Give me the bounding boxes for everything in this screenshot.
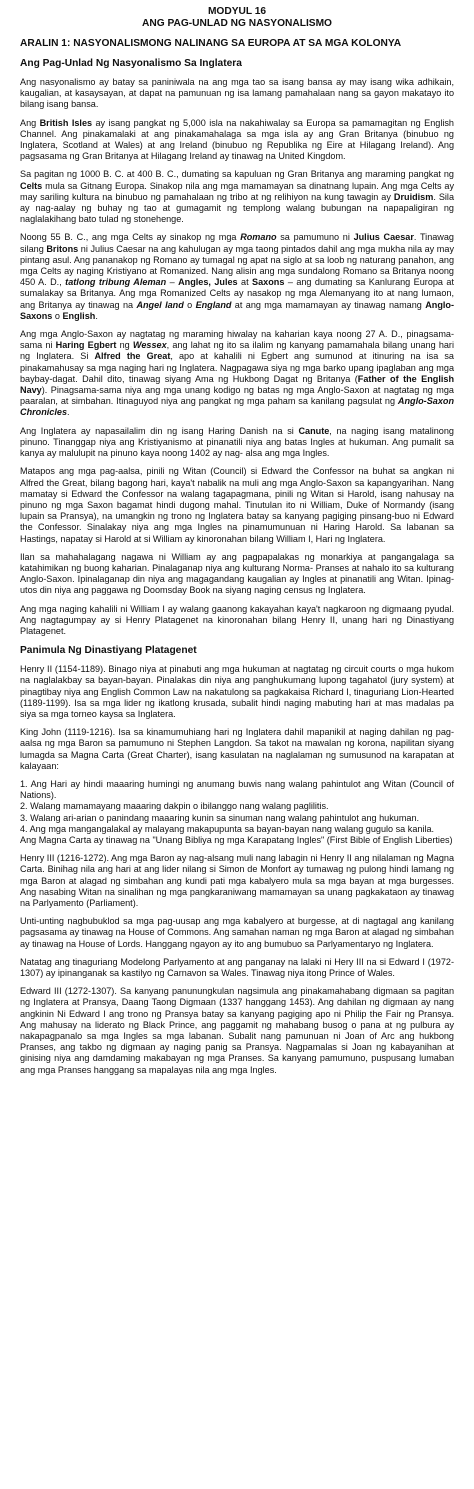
text-run: Ang mga Anglo-Saxon ay nagtatag ng maraming hiwalay na kaharian kaya noong 27 A. D., pinagsama-sama ni bbox=[20, 329, 454, 351]
bold-italic-term: Romano bbox=[240, 232, 277, 243]
paragraph-king-john: King John (1119-1216). Isa sa kinamumuhiang hari ng Inglatera dahil mapanikil at naging dahilan ng pag-aalsa ng mga Baron sa pamumuno ni Stephen Langdon. Sa takot na mawalan ng korona, napilitan siyang lumagda sa Magna Carta (Great Charter), isang kasulatan na naglalaman ng sumusunod na karapatan at kalayaan: bbox=[20, 727, 454, 771]
paragraph-edward-iii: Edward III (1272-1307). Sa kanyang panunungkulan nagsimula ang pinakamahabang digmaan sa pagitan ng Inglatera at Pransya, Daang Taong Digmaan (1337 hanggang 1453). Ang dahilan ng digmaan ay nang angkinin Ni Edward I ang trono ng Pransya batay sa kanyang pagiging apo ni Philip the Fair ng Pransya. Ang mahusay na liderato ng Black Prince, ang paggamit ng mahabang busog o pana at ng pulbura ay nakapagpanalo sa mga Ingles sa mga labanan. Subalit nang pamunuan ni Joan of Arc ang hukbong Pranses, ang takbo ng digmaan ay naging panig sa Pransya. Nagpamalas si Joan ng kabayanihan at ginising niya ang damdaming makabayan ng mga Pranses. Sa kanyang pamumuno, puspusang lumaban ang mga Pranses hanggang sa mapalayas nila ang mga Ingles. bbox=[20, 986, 454, 1075]
module-title: ANG PAG-UNLAD NG NASYONALISMO bbox=[142, 18, 332, 29]
bold-italic-term: tatlong tribung Aleman bbox=[65, 277, 167, 288]
bold-italic-term: Wessex bbox=[132, 340, 167, 351]
text-run: – bbox=[166, 277, 179, 288]
list-item: 4. Ang mga mangangalakal ay malayang makapupunta sa bayan-bayan nang walang gugulo sa kanila. bbox=[20, 823, 435, 834]
bold-term: Haring Egbert bbox=[55, 340, 117, 351]
paragraph-william: Ilan sa mahahalagang nagawa ni William ay ang pagpapalakas ng monarkiya at pangangalaga sa katahimikan ng buong kaharian. Pinalaganap niya ang kulturang Norma- Pranses at nahalo ito sa kulturang Anglo-Saxon. Ipinalaganap din niya ang magagandang kaugalian ay Ingles at pinanatili ang Witan. Ipinag-utos din niya ang paggawa ng Doomsday Book na siyang naging census ng Inglatera. bbox=[20, 551, 454, 596]
paragraph-prince-of-wales: Natatag ang tinaguriang Modelong Parlyamento at ang panganay na lalaki ni Hery III na si Edward I (1972-1307) ay ipinanganak sa kastilyo ng Carnavon sa Wales. Tinawag niya itong Prince of Wales. bbox=[20, 956, 454, 979]
text-run: , na naging isang matalinong pinuno. Tinanggap niya ang Kristiyanismo at pinanatili niya ang batas Ingles at hukuman. Ang pumalit sa kanya ay malulupit na pinuno kaya noong 1402 ay nag- alsa ang mga Ingles. bbox=[20, 425, 454, 459]
text-run: – ang dumating sa Kanlurang Europa at sumalakay sa Britanya. Ang mga Romanized Celts ay nasakop ng mga Alemanyang ito at nang lumaon, ang Britanya ay tinawag na bbox=[20, 277, 454, 310]
paragraph-canute bbox=[20, 426, 454, 460]
text-run: Ang Inglatera ay napasailalim din ng isang Haring Danish na si bbox=[20, 425, 299, 436]
text-run: Ang bbox=[20, 117, 40, 128]
text-run: sa pamumuno ni bbox=[276, 232, 354, 243]
text-run: ). Pinagsama-sama niya ang mga unang kodigo ng batas ng mga Anglo-Saxon at nagtatag ng mga paaralan, at simbahan. Itinaguyod niya ang pangkat ng mga paham sa kanilang pagsulat ng bbox=[20, 385, 454, 407]
paragraph-kahalili: Ang mga naging kahalili ni William I ay walang gaanong kakayahan kaya't nagkaroon ng digmaang pyudal. Ang nagtagumpay ay si Henry Platagenet na kinoronahan bilang Henry II, unang hari ng Dinastiyang Platagenet. bbox=[20, 603, 454, 636]
text-run: , ang lahat ng ito sa ilalim ng kanyang pamamahala bilang unang hari ng Inglatera. Si bbox=[20, 340, 454, 362]
text-run: ni Julius Caesar na ang kahulugan ay mga taong pintados dahil ang mga mukha nila ay may pintang asul. Ang pananakop ng Romano ay tumagal ng apat na siglo at sa loob ng naturang panahon, ang mga Celts ay naging Kristiyano at Romanized. Nang alisin ang mga sundalong Romano sa Britanya noong 450 A. D., bbox=[20, 243, 454, 288]
bold-term: Saxons bbox=[252, 277, 285, 288]
text-run: at bbox=[237, 277, 253, 288]
paragraph-house-of-commons: Unti-unting nagbubuklod sa mga pag-uusap ang mga kabalyero at burgesse, at di nagtagal ang kanilang pagsasama ay tinawag na House of Commons. Ang samahan naman ng mga Baron at alagad ng simbahan ay tinawag na House of Lords. Hanggang ngayon ay ito ang bumubuo sa Parlyamentaryo ng Inglatera. bbox=[20, 916, 454, 949]
paragraph-nasyonalismo: Ang nasyonalismo ay batay sa paniniwala na ang mga tao sa isang bansa ay may isang wika adhikain, kaugalian, at kasaysayan, at dapat na pamunuan ng isa lamang pamahalaan nang sa gayon makatayo ito bilang isang bansa. bbox=[20, 77, 454, 110]
bold-term: Angles, Jules bbox=[178, 277, 238, 288]
bold-term: Celts bbox=[20, 180, 43, 191]
text-run: Noong 55 B. C., ang mga Celts ay sinakop ng mga bbox=[20, 232, 241, 243]
paragraph-anglo-saxon bbox=[20, 329, 454, 419]
paragraph-henry-ii: Henry II (1154-1189). Binago niya at pinabuti ang mga hukuman at nagtatag ng circuit courts o mga hukom na naglalakbay sa bayan-bayan. Pinalakas din niya ang panghukumang lupong tagahatol (jury system) at pinagtibay niya ang English Common Law na nakatulong sa pagkakaisa Richard I, tinaguriang Lion-Hearted (1189-1199). Isa sa mga lider ng ikatlong krusada, subalit hindi naging mabuting hari at mas madalas pa siya sa mga torneo kaysa sa Inglatera. bbox=[20, 664, 454, 719]
paragraph-witan: Matapos ang mga pag-aalsa, pinili ng Witan (Council) si Edward the Confessor na buhat sa angkan ni Alfred the Great, bilang bagong hari, kaya't nabalik na muli ang mga Anglo-Saxon sa kapangyarihan. Nang mamatay si Edward the Confessor na walang tagapagmana, pinili ng Witan si Harold, isang nahusay na pinuno ng mga Saxon bagamat hindi dugong mahal. Tinutulan ito ni William, Duke of Normandy (isang lupain sa Pransya), na umangkin ng trono ng Inglatera batay sa kanyang pagiging pinsang-buo ni Edward the Confessor. Sinalakay niya ang mga Ingles na pinamumunuan ni Haring Harold. Sa labanan sa Hastings, napatay si Harold at si William ay kinoronahan bilang William I, Hari ng Inglatera. bbox=[20, 466, 454, 544]
paragraph-magna-carta: Ang Magna Carta ay tinawag na "Unang Bibliya ng mga Karapatang Ingles" (First Bible of English Liberties) bbox=[20, 834, 453, 845]
bold-term: English bbox=[62, 310, 96, 321]
lesson-title: ARALIN 1: NASYONALISMONG NALINANG SA EUROPA AT SA MGA KOLONYA bbox=[20, 38, 402, 49]
module-label: MODYUL 16 bbox=[207, 6, 267, 17]
text-run: , apo at kahalili ni Egbert ang sumunod at itinuring na isa sa pinakamahusay sa mga naging hari ng Inglatera. Nagpagawa siya ng mga barko upang ipaglaban ang mga baybay-dagat. Dahil dito, tinawag siyang Ama ng Hukbong Dagat ng Britanya ( bbox=[20, 351, 454, 384]
paragraph-romano bbox=[20, 232, 454, 322]
bold-term: Druidism bbox=[393, 191, 434, 202]
text-run: . bbox=[67, 407, 70, 418]
paragraph-british-isles bbox=[20, 118, 454, 163]
bold-term: Britons bbox=[46, 243, 79, 254]
bold-term: Alfred the Great bbox=[94, 351, 171, 362]
list-item: 2. Walang mamamayang maaaring dakpin o ibilanggo nang walang paglilitis. bbox=[20, 801, 329, 812]
section-heading-inglatera: Ang Pag-Unlad Ng Nasyonalismo Sa Inglatera bbox=[20, 58, 242, 69]
bold-term: Canute bbox=[298, 425, 330, 436]
text-run: ng bbox=[116, 340, 133, 351]
paragraph-henry-iii: Henry III (1216-1272). Ang mga Baron ay nag-alsang muli nang labagin ni Henry II ang nilalaman ng Magna Carta. Binihag nila ang hari at ang lider nilang si Simon de Monfort ay tumawag ng pulong hindi lamang ng mga Baron at alagad ng simbahan ang kundi pati mga kabalyero mula sa mga bayan at mga burgesses. Ang nasabing Witan na sinalihan ng mga pangkaraniwang mamamayan sa unang pagkakataon ay tinawag na Parlyamento (Parliament). bbox=[20, 853, 454, 908]
bold-term: Anglo-Saxons bbox=[20, 299, 454, 321]
bold-term: British Isles bbox=[39, 117, 93, 128]
bold-italic-term: England bbox=[195, 299, 232, 310]
text-run: mula sa Gitnang Europa. Sinakop nila ang mga mamamayan sa dinatnang lupain. Ang mga Celts ay may sariling kultura na binubuo ng pamahalaan ng tribo at ng relihiyon na kung tawagin ay bbox=[20, 180, 454, 202]
list-item: 1. Ang Hari ay hindi maaaring humingi ng anumang buwis nang walang pahintulot ang Witan (Council of Nations). bbox=[20, 778, 454, 801]
paragraph-celts bbox=[20, 169, 454, 225]
bold-term: Julius Caesar bbox=[353, 232, 414, 243]
text-run: Sa pagitan ng 1000 B. C. at 400 B. C., dumating sa kapuluan ng Gran Britanya ang maraming pangkat ng bbox=[20, 169, 454, 180]
bold-italic-term: Anglo-Saxon Chronicles bbox=[20, 396, 454, 418]
text-run: . Tinawag silang bbox=[20, 232, 454, 254]
text-run: . bbox=[95, 310, 98, 321]
text-run: ay isang pangkat ng 5,000 isla na nakahiwalay sa Europa sa pamamagitan ng English Channel. Ang pinakamalaki at ang pinakamahalaga sa mga isla ay ang Gran Britanya (binubuo ng Inglatera, Scotland at Wales) at ang Ireland (binubuo ng Republika ng Eire at Hilagang Ireland). Ang pagsasama ng Gran Britanya at Hilagang Ireland ay tinawag na United Kingdom. bbox=[20, 117, 454, 162]
bold-term: Father of the English Navy bbox=[20, 373, 455, 396]
text-run: . Sila ay nag-aalay ng buhay ng tao at gumagamit ng templong walang bubungan na napapaligiran ng naglalakihang bato tulad ng stonehenge. bbox=[20, 191, 455, 225]
list-item: 3. Walang ari-arian o panindang maaaring kunin sa sinuman nang walang pahintulot ang hukuman. bbox=[20, 812, 420, 823]
text-run: o bbox=[183, 299, 196, 310]
bold-italic-term: Angel land bbox=[136, 299, 184, 310]
text-run: at ang mga mamamayan ay tinawag namang bbox=[231, 299, 426, 310]
text-run: o bbox=[52, 310, 63, 321]
magna-carta-list bbox=[20, 779, 454, 846]
section-heading-platagenet: Panimula Ng Dinastiyang Platagenet bbox=[20, 645, 197, 657]
